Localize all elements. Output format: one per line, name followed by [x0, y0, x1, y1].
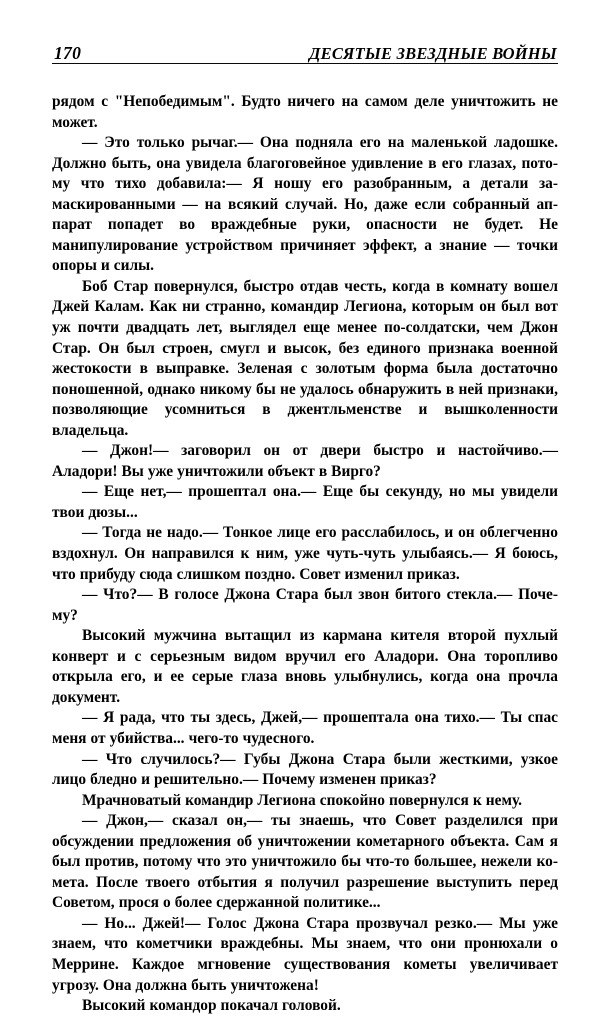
paragraph: Боб Стар повернулся, быстро отдав честь, когда в комнату вошел Джей Калам. Как ни странно, командир Легиона, которым он был вот уж почти двадцать лет, выглядел еще менее по-солдатски, чем Джон Стар. Он был строен, смугл и высок, без единого признака военной жестокости в выправке. Зеленая с золотым форма была достаточно поношенной, однако никому бы не удалось обнаружить в ней признаки, позволяющие усомниться в джентльменстве и вышколенности владельца.: [52, 277, 558, 439]
running-head-title: ДЕСЯТЫЕ ЗВЕЗДНЫЕ ВОЙНЫ: [309, 43, 557, 63]
paragraph: Мрачноватый командир Легиона спокойно повернулся к нему.: [82, 791, 522, 809]
paragraph: — Но... Джей!— Голос Джона Стара прозвучал резко.— Мы уже знаем, что кометчики враждебны. Мы знаем, что они пронюхали о Меррине. Каждое мгновение существования кометы увеличивает угрозу. Она должна быть уничтожена!: [52, 914, 558, 994]
paragraph: — Джон!— заговорил он от двери быстро и настойчиво.— Аладори! Вы уже уничтожили объект в Вирго?: [52, 442, 558, 480]
paragraph: — Что?— В голосе Джона Стара был звон битого стекла.— Почему?: [52, 586, 558, 624]
paragraph: — Тогда не надо.— Тонкое лице его расслабилось, и он облегченно вздохнул. Он направился к ним, уже чуть-чуть улыбаясь.— Я боюсь, что прибуду сюда слишком поздно. Совет изменил приказ.: [52, 524, 558, 583]
paragraph: — Я рада, что ты здесь, Джей,— прошептала она тихо.— Ты спас меня от убийства... чего-то чудесного.: [52, 709, 558, 747]
paragraph: — Джон,— сказал он,— ты знаешь, что Совет разделился при обсуждении предложения об уничтожении кометарного объекта. Сам я был против, потому что это уничтожило бы что-то большее, нежели комета. После твоего отбытия я получил разрешение выступить перед Советом, прося о более сдержанной политике...: [52, 812, 558, 912]
paragraph: — Это только рычаг.— Она подняла его на маленькой ладошке. Должно быть, она увидела благоговейное удивление в его глазах, потому что тихо добавила:— Я ношу его разобранным, а детали замаскированными — на всякий случай. Но, даже если собранный аппарат попадет во враждебные руки, опасности не будет. Не манипулирование устройством причиняет эффект, а знание — точки опоры и силы.: [52, 134, 558, 275]
paragraph: Высокий командор покачал головой.: [82, 997, 341, 1015]
paragraph: Высокий мужчина вытащил из кармана кителя второй пухлый конверт и с серьезным видом вручил его Аладори. Она торопливо открыла его, и ее серые глаза вновь улыбнулись, когда она прочла документ.: [52, 627, 558, 706]
paragraph: — Что случилось?— Губы Джона Стара были жесткими, узкое лицо бледно и решительно.— Почему изменен приказ?: [52, 750, 558, 789]
paragraph: — Еще нет,— прошептал она.— Еще бы секунду, но мы увидели твои дюзы...: [52, 483, 558, 521]
body-text-block: [52, 92, 558, 1017]
page-number: 170: [54, 42, 82, 63]
running-head: [52, 40, 558, 64]
paragraph: рядом с "Непобедимым". Будто ничего на самом деле уничтожить не может.: [52, 93, 558, 131]
